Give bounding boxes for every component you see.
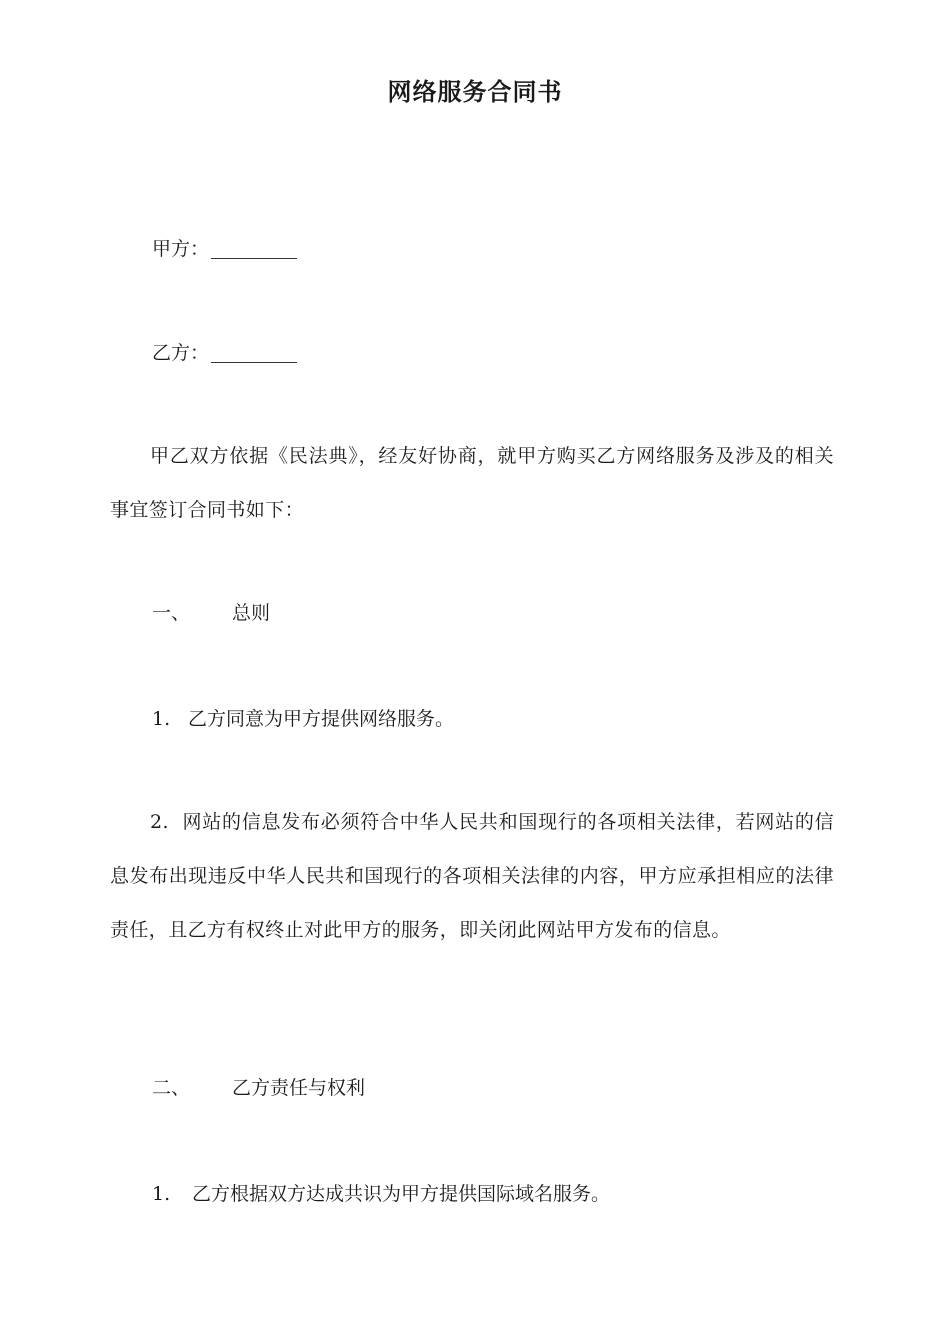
item-text: 乙方同意为甲方提供网络服务。 [188,708,455,730]
section-2-heading [152,1075,366,1101]
section-1-item-1 [152,706,455,732]
item-number: 1. [152,1183,171,1205]
section-1-number: 一、 [152,602,191,624]
intro-paragraph: 甲乙双方依据《民法典》，经友好协商，就甲方购买乙方网络服务及涉及的相关事宜签订合同书如下： [110,445,834,521]
party-b-line [152,340,297,366]
section-2-number: 二、 [152,1077,191,1099]
item-text: 网站的信息发布必须符合中华人民共和国现行的各项相关法律，若网站的信息发布出现违反中华人民共和国现行的各项相关法律的内容，甲方应承担相应的法律责任，且乙方有权终止对此甲方的服务，即关闭此网站甲方发布的信息。 [110,811,834,941]
party-a-blank [211,238,297,259]
item-text: 乙方根据双方达成共识为甲方提供国际域名服务。 [192,1183,611,1205]
party-a-label: 甲方： [152,238,210,260]
party-b-blank [211,342,297,363]
party-b-label: 乙方： [152,342,210,364]
section-1-heading [152,600,271,626]
item-number: 1. [152,708,171,730]
party-a-line [152,236,297,262]
section-2-title: 乙方责任与权利 [232,1077,366,1099]
document-title: 网络服务合同书 [387,78,563,106]
section-2-item-1 [152,1181,611,1207]
section-1-title: 总则 [232,602,271,624]
section-1-item-2 [110,795,834,957]
item-number: 2. [150,811,169,833]
